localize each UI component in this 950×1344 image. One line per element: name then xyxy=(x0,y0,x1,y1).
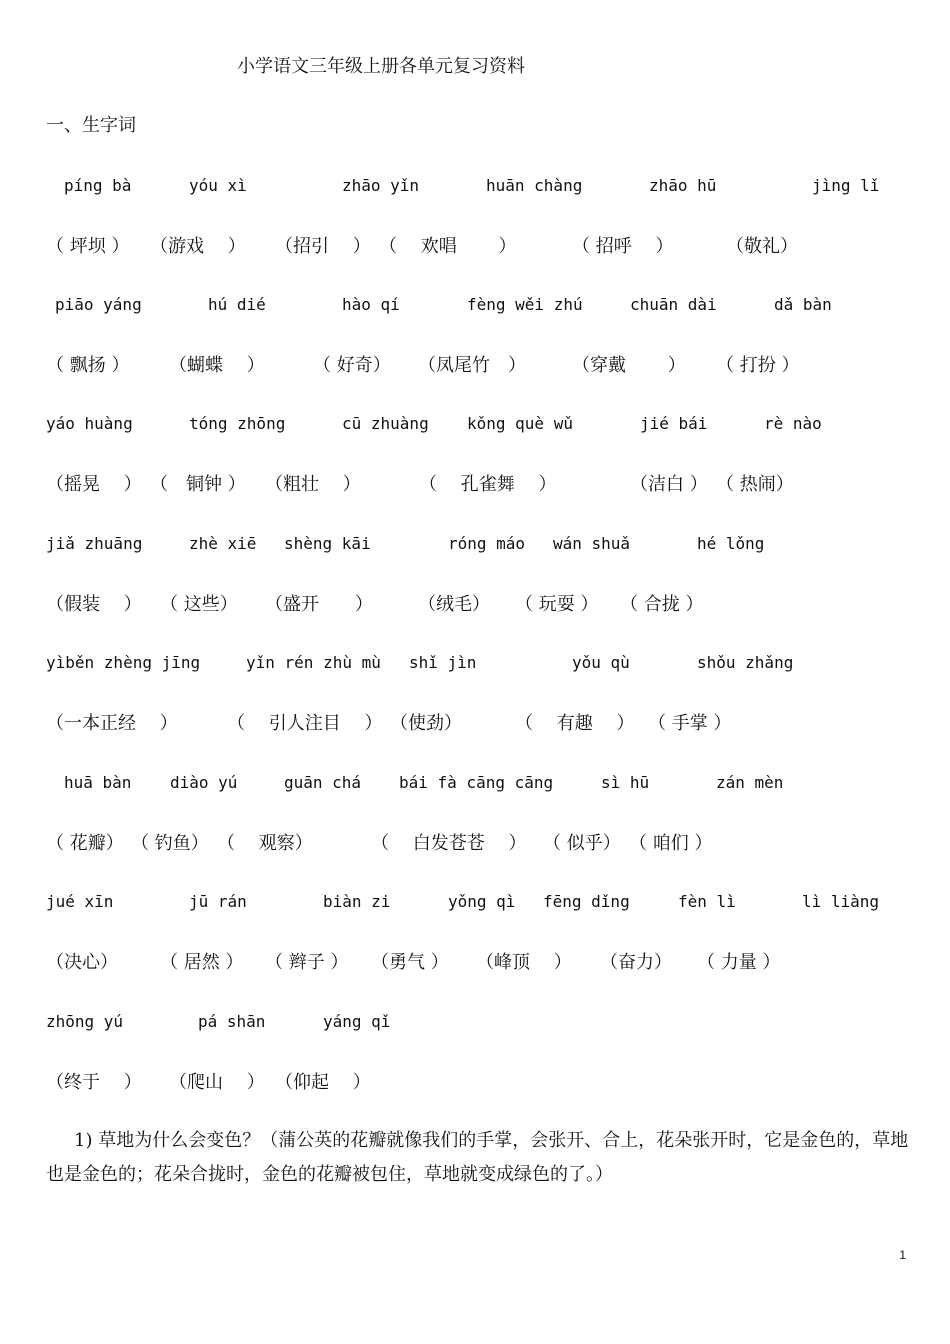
pinyin-item: yóu xì xyxy=(189,176,247,195)
pinyin-item: yǐn rén zhù mù xyxy=(246,653,381,672)
question-1: 1) 草地为什么会变色？（蒲公英的花瓣就像我们的手掌，会张开、合上，花朵张开时，它是金色的，草地也是金色的；花朵合拢时，金色的花瓣被包住，草地就变成绿色的了。） xyxy=(46,1130,909,1185)
word-item: （ 欢唱 ） xyxy=(379,236,517,257)
word-item: （ 引人注目 ） xyxy=(227,713,383,734)
word-item: （勇气 ） xyxy=(371,952,449,973)
pinyin-item: píng bà xyxy=(64,176,132,195)
word-item: （ 招呼 ） xyxy=(572,236,674,257)
pinyin-item: zhè xiē xyxy=(189,534,257,553)
pinyin-item: diào yú xyxy=(170,773,238,792)
word-item: （盛开 ） xyxy=(265,594,373,615)
pinyin-item: tóng zhōng xyxy=(189,414,286,433)
pinyin-item: jū rán xyxy=(189,892,247,911)
word-item: （洁白 ） xyxy=(630,474,708,495)
pinyin-item: chuān dài xyxy=(630,295,717,314)
word-item: （ 咱们 ） xyxy=(629,833,713,854)
word-item: （ 合拢 ） xyxy=(620,594,704,615)
word-row xyxy=(0,707,950,737)
word-row xyxy=(0,349,950,379)
pinyin-item: huān chàng xyxy=(486,176,583,195)
word-item: （ 好奇） xyxy=(313,355,391,376)
pinyin-row xyxy=(0,769,950,799)
word-item: （ 铜钟 ） xyxy=(150,474,246,495)
word-item: （ 飘扬 ） xyxy=(46,355,130,376)
pinyin-item: yáo huàng xyxy=(46,414,133,433)
pinyin-item: hú dié xyxy=(208,295,266,314)
word-item: （绒毛） xyxy=(418,594,490,615)
page-title: 小学语文三年级上册各单元复习资料 xyxy=(237,56,525,77)
pinyin-item: dǎ bàn xyxy=(774,295,832,314)
pinyin-item: jié bái xyxy=(640,414,708,433)
pinyin-item: sì hū xyxy=(601,773,650,792)
word-item: （一本正经 ） xyxy=(46,713,178,734)
pinyin-row xyxy=(0,888,950,918)
word-item: （ 热闹） xyxy=(716,474,794,495)
pinyin-item: piāo yáng xyxy=(55,295,142,314)
pinyin-item: pá shān xyxy=(198,1012,266,1031)
pinyin-item: yìběn zhèng jīng xyxy=(46,653,201,672)
pinyin-item: shǒu zhǎng xyxy=(697,653,794,672)
word-item: （ 钓鱼） xyxy=(131,833,209,854)
section-heading: 一、生字词 xyxy=(46,115,136,136)
word-item: （仰起 ） xyxy=(275,1072,371,1093)
pinyin-item: zhāo yǐn xyxy=(342,176,420,195)
page-number: 1 xyxy=(899,1248,906,1262)
pinyin-item: fēng dǐng xyxy=(543,892,630,911)
word-row xyxy=(0,1066,950,1096)
pinyin-item: zán mèn xyxy=(716,773,784,792)
word-item: （假装 ） xyxy=(46,594,142,615)
pinyin-item: hé lǒng xyxy=(697,534,765,553)
word-item: （敬礼） xyxy=(726,236,798,257)
pinyin-item: jué xīn xyxy=(46,892,114,911)
word-item: （ 辫子 ） xyxy=(265,952,349,973)
word-item: （使劲） xyxy=(390,713,462,734)
word-item: （ 这些） xyxy=(160,594,238,615)
word-item: （ 坪坝 ） xyxy=(46,236,130,257)
pinyin-item: jiǎ zhuāng xyxy=(46,534,143,553)
pinyin-item: huā bàn xyxy=(64,773,132,792)
pinyin-item: zhāo hū xyxy=(649,176,717,195)
pinyin-item: fèn lì xyxy=(678,892,736,911)
word-item: （ 花瓣） xyxy=(46,833,124,854)
word-item: （峰顶 ） xyxy=(476,952,572,973)
word-item: （爬山 ） xyxy=(169,1072,265,1093)
pinyin-item: fèng wěi zhú xyxy=(467,295,583,314)
pinyin-item: hào qí xyxy=(342,295,400,314)
pinyin-item: shǐ jìn xyxy=(409,653,477,672)
pinyin-item: kǒng què wǔ xyxy=(467,414,573,433)
word-item: （游戏 ） xyxy=(150,236,246,257)
word-row xyxy=(0,588,950,618)
word-item: （奋力） xyxy=(600,952,672,973)
word-item: （ 观察） xyxy=(217,833,313,854)
word-item: （凤尾竹 ） xyxy=(418,355,526,376)
word-item: （ 打扮 ） xyxy=(716,355,800,376)
pinyin-item: lì liàng xyxy=(802,892,880,911)
pinyin-row xyxy=(0,649,950,679)
word-item: （ 似乎） xyxy=(543,833,621,854)
pinyin-row xyxy=(0,172,950,202)
word-item: （终于 ） xyxy=(46,1072,142,1093)
word-item: （摇晃 ） xyxy=(46,474,142,495)
pinyin-item: shèng kāi xyxy=(284,534,371,553)
pinyin-row xyxy=(0,291,950,321)
word-row xyxy=(0,468,950,498)
pinyin-item: róng máo xyxy=(448,534,526,553)
word-item: （ 有趣 ） xyxy=(515,713,635,734)
pinyin-item: bái fà cāng cāng xyxy=(399,773,554,792)
word-row xyxy=(0,230,950,260)
pinyin-item: yáng qǐ xyxy=(323,1012,391,1031)
pinyin-item: biàn zi xyxy=(323,892,391,911)
pinyin-item: yǒu qù xyxy=(572,653,630,672)
pinyin-row xyxy=(0,410,950,440)
pinyin-item: cū zhuàng xyxy=(342,414,429,433)
pinyin-item: jìng lǐ xyxy=(812,176,880,195)
word-item: （决心） xyxy=(46,952,118,973)
pinyin-item: zhōng yú xyxy=(46,1012,124,1031)
pinyin-row xyxy=(0,530,950,560)
pinyin-item: wán shuǎ xyxy=(553,534,631,553)
word-item: （蝴蝶 ） xyxy=(169,355,265,376)
word-item: （粗壮 ） xyxy=(265,474,361,495)
pinyin-item: guān chá xyxy=(284,773,362,792)
word-item: （ 白发苍苍 ） xyxy=(371,833,527,854)
word-item: （招引 ） xyxy=(275,236,371,257)
word-row xyxy=(0,946,950,976)
pinyin-item: yǒng qì xyxy=(448,892,516,911)
word-item: （ 手掌 ） xyxy=(648,713,732,734)
word-item: （穿戴 ） xyxy=(572,355,686,376)
word-item: （ 力量 ） xyxy=(697,952,781,973)
word-item: （ 孔雀舞 ） xyxy=(419,474,557,495)
word-item: （ 居然 ） xyxy=(160,952,244,973)
pinyin-row xyxy=(0,1008,950,1038)
word-item: （ 玩耍 ） xyxy=(515,594,599,615)
word-row xyxy=(0,827,950,857)
pinyin-item: rè nào xyxy=(764,414,822,433)
